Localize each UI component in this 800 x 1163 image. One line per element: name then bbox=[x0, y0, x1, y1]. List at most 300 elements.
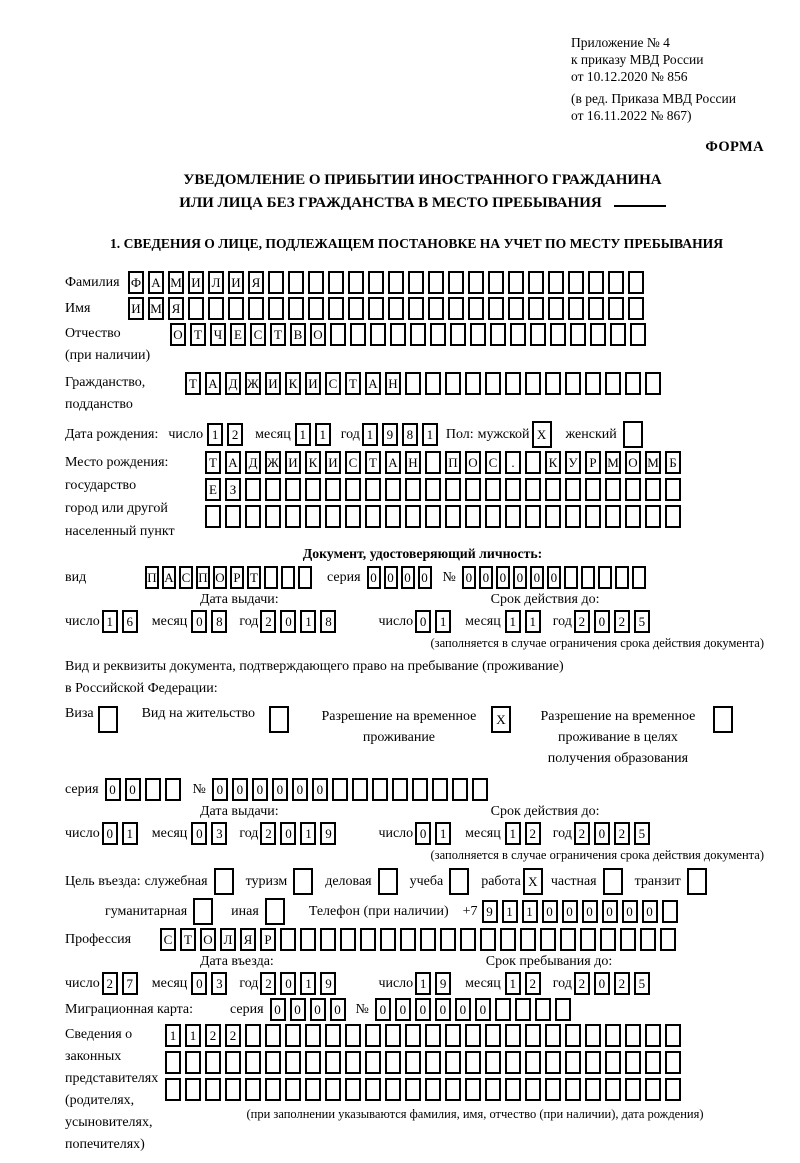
char-cell[interactable]: 0 bbox=[418, 566, 432, 589]
char-cell[interactable]: И bbox=[188, 271, 204, 294]
char-cell[interactable]: Н bbox=[385, 372, 401, 395]
char-cell[interactable]: 1 bbox=[185, 1024, 201, 1047]
char-cell[interactable] bbox=[390, 323, 406, 346]
char-cell[interactable]: 0 bbox=[310, 998, 326, 1021]
char-cell[interactable] bbox=[285, 1051, 301, 1074]
char-cell[interactable] bbox=[225, 505, 241, 528]
char-cell[interactable]: Т bbox=[180, 928, 196, 951]
char-cell[interactable]: 1 bbox=[435, 822, 451, 845]
char-cell[interactable] bbox=[468, 271, 484, 294]
char-cell[interactable] bbox=[425, 478, 441, 501]
char-cell[interactable] bbox=[545, 1024, 561, 1047]
char-cell[interactable] bbox=[530, 323, 546, 346]
char-cell[interactable]: О bbox=[310, 323, 326, 346]
char-cell[interactable]: М bbox=[645, 451, 661, 474]
char-cell[interactable]: 2 bbox=[260, 822, 276, 845]
char-cell[interactable]: С bbox=[325, 372, 341, 395]
char-cell[interactable]: Д bbox=[225, 372, 241, 395]
char-cell[interactable]: 1 bbox=[435, 610, 451, 633]
char-cell[interactable] bbox=[632, 566, 646, 589]
char-cell[interactable] bbox=[465, 372, 481, 395]
char-cell[interactable] bbox=[545, 478, 561, 501]
char-cell[interactable] bbox=[285, 505, 301, 528]
char-cell[interactable]: 2 bbox=[260, 610, 276, 633]
char-cell[interactable]: 5 bbox=[634, 610, 650, 633]
char-cell[interactable] bbox=[405, 478, 421, 501]
char-cell[interactable] bbox=[525, 451, 541, 474]
char-cell[interactable]: . bbox=[505, 451, 521, 474]
char-cell[interactable] bbox=[505, 478, 521, 501]
checkbox-cell[interactable] bbox=[214, 868, 234, 895]
char-cell[interactable] bbox=[608, 297, 624, 320]
char-cell[interactable] bbox=[265, 505, 281, 528]
char-cell[interactable] bbox=[405, 1078, 421, 1101]
char-cell[interactable]: 1 bbox=[165, 1024, 181, 1047]
char-cell[interactable] bbox=[665, 505, 681, 528]
checkbox-cell[interactable] bbox=[98, 706, 118, 733]
char-cell[interactable]: Ж bbox=[245, 372, 261, 395]
char-cell[interactable] bbox=[385, 1078, 401, 1101]
char-cell[interactable] bbox=[585, 478, 601, 501]
char-cell[interactable] bbox=[370, 323, 386, 346]
char-cell[interactable] bbox=[505, 372, 521, 395]
char-cell[interactable] bbox=[345, 505, 361, 528]
char-cell[interactable]: Р bbox=[585, 451, 601, 474]
char-cell[interactable]: 2 bbox=[227, 423, 243, 446]
char-cell[interactable] bbox=[245, 505, 261, 528]
char-cell[interactable] bbox=[368, 271, 384, 294]
char-cell[interactable]: 0 bbox=[622, 900, 638, 923]
char-cell[interactable] bbox=[360, 928, 376, 951]
char-cell[interactable] bbox=[560, 928, 576, 951]
char-cell[interactable] bbox=[605, 372, 621, 395]
char-cell[interactable] bbox=[600, 928, 616, 951]
char-cell[interactable] bbox=[625, 1024, 641, 1047]
char-cell[interactable] bbox=[165, 1078, 181, 1101]
char-cell[interactable]: 1 bbox=[502, 900, 518, 923]
char-cell[interactable] bbox=[500, 928, 516, 951]
char-cell[interactable] bbox=[340, 928, 356, 951]
char-cell[interactable] bbox=[585, 1051, 601, 1074]
char-cell[interactable]: 0 bbox=[280, 972, 296, 995]
char-cell[interactable]: С bbox=[485, 451, 501, 474]
char-cell[interactable]: Ж bbox=[265, 451, 281, 474]
char-cell[interactable] bbox=[568, 271, 584, 294]
char-cell[interactable] bbox=[515, 998, 531, 1021]
char-cell[interactable] bbox=[308, 271, 324, 294]
char-cell[interactable] bbox=[620, 928, 636, 951]
char-cell[interactable]: Т bbox=[270, 323, 286, 346]
char-cell[interactable] bbox=[605, 1051, 621, 1074]
char-cell[interactable] bbox=[410, 323, 426, 346]
char-cell[interactable] bbox=[525, 1024, 541, 1047]
char-cell[interactable] bbox=[445, 478, 461, 501]
char-cell[interactable]: А bbox=[162, 566, 176, 589]
char-cell[interactable] bbox=[412, 778, 428, 801]
char-cell[interactable] bbox=[385, 478, 401, 501]
checkbox-cell[interactable] bbox=[293, 868, 313, 895]
char-cell[interactable]: 0 bbox=[594, 972, 610, 995]
char-cell[interactable]: 9 bbox=[382, 423, 398, 446]
char-cell[interactable]: 0 bbox=[272, 778, 288, 801]
char-cell[interactable] bbox=[145, 778, 161, 801]
char-cell[interactable]: 0 bbox=[290, 998, 306, 1021]
char-cell[interactable] bbox=[408, 297, 424, 320]
char-cell[interactable] bbox=[185, 1051, 201, 1074]
char-cell[interactable] bbox=[525, 505, 541, 528]
char-cell[interactable] bbox=[581, 566, 595, 589]
char-cell[interactable]: 5 bbox=[634, 972, 650, 995]
char-cell[interactable]: Ф bbox=[128, 271, 144, 294]
char-cell[interactable] bbox=[585, 1078, 601, 1101]
char-cell[interactable]: 0 bbox=[330, 998, 346, 1021]
char-cell[interactable] bbox=[605, 1078, 621, 1101]
char-cell[interactable]: О bbox=[213, 566, 227, 589]
char-cell[interactable]: 2 bbox=[614, 610, 630, 633]
char-cell[interactable] bbox=[510, 323, 526, 346]
char-cell[interactable] bbox=[245, 478, 261, 501]
char-cell[interactable] bbox=[645, 1051, 661, 1074]
char-cell[interactable]: Т bbox=[247, 566, 261, 589]
char-cell[interactable] bbox=[665, 1051, 681, 1074]
char-cell[interactable] bbox=[485, 505, 501, 528]
char-cell[interactable]: 0 bbox=[435, 998, 451, 1021]
char-cell[interactable] bbox=[450, 323, 466, 346]
char-cell[interactable] bbox=[465, 1024, 481, 1047]
char-cell[interactable] bbox=[388, 297, 404, 320]
char-cell[interactable] bbox=[585, 1024, 601, 1047]
char-cell[interactable] bbox=[625, 505, 641, 528]
checkbox-cell[interactable]: X bbox=[491, 706, 511, 733]
checkbox-cell[interactable] bbox=[265, 898, 285, 925]
char-cell[interactable]: 8 bbox=[402, 423, 418, 446]
char-cell[interactable]: 0 bbox=[384, 566, 398, 589]
char-cell[interactable] bbox=[628, 271, 644, 294]
char-cell[interactable] bbox=[508, 297, 524, 320]
char-cell[interactable] bbox=[625, 478, 641, 501]
char-cell[interactable]: П bbox=[196, 566, 210, 589]
char-cell[interactable] bbox=[528, 271, 544, 294]
char-cell[interactable]: 2 bbox=[574, 972, 590, 995]
char-cell[interactable] bbox=[285, 1078, 301, 1101]
char-cell[interactable]: 0 bbox=[280, 822, 296, 845]
char-cell[interactable]: 1 bbox=[300, 822, 316, 845]
char-cell[interactable]: М bbox=[148, 297, 164, 320]
char-cell[interactable] bbox=[470, 323, 486, 346]
checkbox-cell[interactable] bbox=[269, 706, 289, 733]
char-cell[interactable] bbox=[528, 297, 544, 320]
char-cell[interactable] bbox=[268, 271, 284, 294]
char-cell[interactable] bbox=[320, 928, 336, 951]
char-cell[interactable]: 0 bbox=[415, 998, 431, 1021]
char-cell[interactable] bbox=[508, 271, 524, 294]
char-cell[interactable] bbox=[465, 1051, 481, 1074]
char-cell[interactable]: О bbox=[170, 323, 186, 346]
char-cell[interactable] bbox=[365, 1051, 381, 1074]
char-cell[interactable] bbox=[485, 1051, 501, 1074]
char-cell[interactable]: 0 bbox=[252, 778, 268, 801]
char-cell[interactable] bbox=[205, 505, 221, 528]
char-cell[interactable] bbox=[428, 297, 444, 320]
char-cell[interactable] bbox=[525, 1051, 541, 1074]
char-cell[interactable] bbox=[605, 478, 621, 501]
char-cell[interactable] bbox=[325, 1078, 341, 1101]
char-cell[interactable]: М bbox=[605, 451, 621, 474]
char-cell[interactable] bbox=[405, 372, 421, 395]
char-cell[interactable]: 0 bbox=[415, 822, 431, 845]
char-cell[interactable]: 0 bbox=[475, 998, 491, 1021]
char-cell[interactable] bbox=[665, 1024, 681, 1047]
char-cell[interactable] bbox=[305, 505, 321, 528]
char-cell[interactable] bbox=[630, 323, 646, 346]
char-cell[interactable]: 6 bbox=[122, 610, 138, 633]
char-cell[interactable]: 1 bbox=[415, 972, 431, 995]
char-cell[interactable] bbox=[550, 323, 566, 346]
char-cell[interactable] bbox=[288, 297, 304, 320]
char-cell[interactable]: 1 bbox=[300, 610, 316, 633]
char-cell[interactable] bbox=[645, 1024, 661, 1047]
checkbox-cell[interactable] bbox=[713, 706, 733, 733]
char-cell[interactable] bbox=[345, 1078, 361, 1101]
char-cell[interactable]: 8 bbox=[211, 610, 227, 633]
char-cell[interactable] bbox=[265, 1024, 281, 1047]
char-cell[interactable]: 0 bbox=[602, 900, 618, 923]
char-cell[interactable] bbox=[205, 1051, 221, 1074]
char-cell[interactable] bbox=[445, 1051, 461, 1074]
char-cell[interactable]: 0 bbox=[582, 900, 598, 923]
char-cell[interactable] bbox=[660, 928, 676, 951]
char-cell[interactable] bbox=[605, 1024, 621, 1047]
char-cell[interactable] bbox=[305, 1078, 321, 1101]
char-cell[interactable]: Я bbox=[168, 297, 184, 320]
checkbox-cell[interactable] bbox=[603, 868, 623, 895]
char-cell[interactable] bbox=[645, 372, 661, 395]
char-cell[interactable]: 5 bbox=[634, 822, 650, 845]
char-cell[interactable] bbox=[425, 1051, 441, 1074]
char-cell[interactable] bbox=[540, 928, 556, 951]
char-cell[interactable]: О bbox=[465, 451, 481, 474]
char-cell[interactable] bbox=[588, 271, 604, 294]
char-cell[interactable] bbox=[330, 323, 346, 346]
char-cell[interactable]: 9 bbox=[482, 900, 498, 923]
char-cell[interactable]: А bbox=[225, 451, 241, 474]
char-cell[interactable] bbox=[425, 372, 441, 395]
char-cell[interactable]: И bbox=[285, 451, 301, 474]
char-cell[interactable]: Б bbox=[665, 451, 681, 474]
char-cell[interactable]: Т bbox=[365, 451, 381, 474]
checkbox-cell[interactable] bbox=[449, 868, 469, 895]
char-cell[interactable]: 2 bbox=[205, 1024, 221, 1047]
char-cell[interactable] bbox=[448, 271, 464, 294]
char-cell[interactable] bbox=[245, 1051, 261, 1074]
char-cell[interactable]: 0 bbox=[462, 566, 476, 589]
char-cell[interactable]: 0 bbox=[401, 566, 415, 589]
char-cell[interactable] bbox=[490, 323, 506, 346]
char-cell[interactable]: 9 bbox=[320, 972, 336, 995]
char-cell[interactable] bbox=[365, 478, 381, 501]
char-cell[interactable] bbox=[365, 505, 381, 528]
char-cell[interactable]: А bbox=[148, 271, 164, 294]
char-cell[interactable] bbox=[445, 372, 461, 395]
char-cell[interactable] bbox=[485, 1078, 501, 1101]
char-cell[interactable]: З bbox=[225, 478, 241, 501]
char-cell[interactable]: 0 bbox=[212, 778, 228, 801]
char-cell[interactable]: 1 bbox=[102, 610, 118, 633]
char-cell[interactable] bbox=[392, 778, 408, 801]
char-cell[interactable]: В bbox=[290, 323, 306, 346]
char-cell[interactable] bbox=[205, 1078, 221, 1101]
char-cell[interactable] bbox=[590, 323, 606, 346]
char-cell[interactable] bbox=[405, 1024, 421, 1047]
char-cell[interactable]: 0 bbox=[415, 610, 431, 633]
char-cell[interactable]: 0 bbox=[455, 998, 471, 1021]
char-cell[interactable] bbox=[625, 1051, 641, 1074]
char-cell[interactable]: 0 bbox=[280, 610, 296, 633]
char-cell[interactable] bbox=[185, 1078, 201, 1101]
char-cell[interactable] bbox=[445, 1024, 461, 1047]
char-cell[interactable]: 1 bbox=[422, 423, 438, 446]
char-cell[interactable] bbox=[188, 297, 204, 320]
char-cell[interactable]: К bbox=[285, 372, 301, 395]
char-cell[interactable]: 1 bbox=[122, 822, 138, 845]
char-cell[interactable] bbox=[580, 928, 596, 951]
char-cell[interactable]: 0 bbox=[496, 566, 510, 589]
char-cell[interactable] bbox=[525, 1078, 541, 1101]
char-cell[interactable] bbox=[545, 372, 561, 395]
char-cell[interactable] bbox=[325, 505, 341, 528]
char-cell[interactable]: Л bbox=[220, 928, 236, 951]
char-cell[interactable] bbox=[425, 451, 441, 474]
char-cell[interactable] bbox=[570, 323, 586, 346]
char-cell[interactable] bbox=[485, 372, 501, 395]
char-cell[interactable] bbox=[248, 297, 264, 320]
char-cell[interactable] bbox=[425, 505, 441, 528]
char-cell[interactable]: 1 bbox=[207, 423, 223, 446]
char-cell[interactable]: И bbox=[305, 372, 321, 395]
char-cell[interactable]: 1 bbox=[315, 423, 331, 446]
char-cell[interactable]: 2 bbox=[614, 822, 630, 845]
checkbox-cell[interactable] bbox=[378, 868, 398, 895]
char-cell[interactable] bbox=[565, 372, 581, 395]
char-cell[interactable]: С bbox=[345, 451, 361, 474]
char-cell[interactable]: 0 bbox=[395, 998, 411, 1021]
char-cell[interactable] bbox=[640, 928, 656, 951]
char-cell[interactable] bbox=[525, 478, 541, 501]
char-cell[interactable] bbox=[452, 778, 468, 801]
char-cell[interactable] bbox=[565, 478, 581, 501]
char-cell[interactable]: Я bbox=[240, 928, 256, 951]
char-cell[interactable]: Т bbox=[190, 323, 206, 346]
char-cell[interactable]: 1 bbox=[525, 610, 541, 633]
char-cell[interactable] bbox=[545, 1078, 561, 1101]
char-cell[interactable] bbox=[308, 297, 324, 320]
char-cell[interactable] bbox=[465, 478, 481, 501]
char-cell[interactable]: 3 bbox=[211, 822, 227, 845]
char-cell[interactable] bbox=[505, 1078, 521, 1101]
char-cell[interactable]: 2 bbox=[525, 972, 541, 995]
char-cell[interactable] bbox=[385, 505, 401, 528]
char-cell[interactable] bbox=[608, 271, 624, 294]
char-cell[interactable] bbox=[610, 323, 626, 346]
char-cell[interactable] bbox=[488, 271, 504, 294]
char-cell[interactable] bbox=[228, 297, 244, 320]
checkbox-cell[interactable] bbox=[193, 898, 213, 925]
char-cell[interactable] bbox=[432, 778, 448, 801]
char-cell[interactable] bbox=[298, 566, 312, 589]
char-cell[interactable] bbox=[548, 271, 564, 294]
char-cell[interactable]: А bbox=[385, 451, 401, 474]
char-cell[interactable] bbox=[645, 505, 661, 528]
char-cell[interactable] bbox=[645, 1078, 661, 1101]
char-cell[interactable] bbox=[665, 478, 681, 501]
char-cell[interactable]: Ч bbox=[210, 323, 226, 346]
char-cell[interactable]: 3 bbox=[211, 972, 227, 995]
char-cell[interactable] bbox=[425, 1078, 441, 1101]
char-cell[interactable]: Т bbox=[345, 372, 361, 395]
char-cell[interactable] bbox=[555, 998, 571, 1021]
char-cell[interactable]: Е bbox=[230, 323, 246, 346]
char-cell[interactable]: А bbox=[205, 372, 221, 395]
char-cell[interactable]: И bbox=[228, 271, 244, 294]
char-cell[interactable] bbox=[472, 778, 488, 801]
char-cell[interactable] bbox=[305, 478, 321, 501]
char-cell[interactable] bbox=[348, 271, 364, 294]
char-cell[interactable] bbox=[662, 900, 678, 923]
char-cell[interactable] bbox=[328, 271, 344, 294]
char-cell[interactable] bbox=[365, 1078, 381, 1101]
char-cell[interactable] bbox=[365, 1024, 381, 1047]
char-cell[interactable]: У bbox=[565, 451, 581, 474]
char-cell[interactable]: О bbox=[200, 928, 216, 951]
char-cell[interactable]: И bbox=[128, 297, 144, 320]
char-cell[interactable] bbox=[265, 1078, 281, 1101]
char-cell[interactable] bbox=[368, 297, 384, 320]
char-cell[interactable] bbox=[345, 1051, 361, 1074]
char-cell[interactable]: 0 bbox=[102, 822, 118, 845]
char-cell[interactable] bbox=[585, 505, 601, 528]
char-cell[interactable]: 2 bbox=[102, 972, 118, 995]
char-cell[interactable] bbox=[285, 478, 301, 501]
char-cell[interactable] bbox=[460, 928, 476, 951]
char-cell[interactable] bbox=[245, 1024, 261, 1047]
char-cell[interactable]: Р bbox=[260, 928, 276, 951]
char-cell[interactable] bbox=[565, 505, 581, 528]
char-cell[interactable] bbox=[495, 998, 511, 1021]
char-cell[interactable]: 0 bbox=[542, 900, 558, 923]
char-cell[interactable]: 7 bbox=[122, 972, 138, 995]
char-cell[interactable] bbox=[400, 928, 416, 951]
char-cell[interactable] bbox=[348, 297, 364, 320]
char-cell[interactable]: 9 bbox=[435, 972, 451, 995]
char-cell[interactable] bbox=[545, 1051, 561, 1074]
char-cell[interactable]: 2 bbox=[614, 972, 630, 995]
char-cell[interactable]: Л bbox=[208, 271, 224, 294]
char-cell[interactable] bbox=[488, 297, 504, 320]
char-cell[interactable] bbox=[405, 1051, 421, 1074]
char-cell[interactable] bbox=[225, 1078, 241, 1101]
char-cell[interactable]: 0 bbox=[367, 566, 381, 589]
char-cell[interactable] bbox=[585, 372, 601, 395]
char-cell[interactable]: 1 bbox=[522, 900, 538, 923]
char-cell[interactable] bbox=[645, 478, 661, 501]
char-cell[interactable] bbox=[325, 1051, 341, 1074]
checkbox-cell[interactable] bbox=[687, 868, 707, 895]
char-cell[interactable] bbox=[448, 297, 464, 320]
char-cell[interactable] bbox=[440, 928, 456, 951]
char-cell[interactable] bbox=[350, 323, 366, 346]
char-cell[interactable] bbox=[345, 1024, 361, 1047]
char-cell[interactable] bbox=[288, 271, 304, 294]
